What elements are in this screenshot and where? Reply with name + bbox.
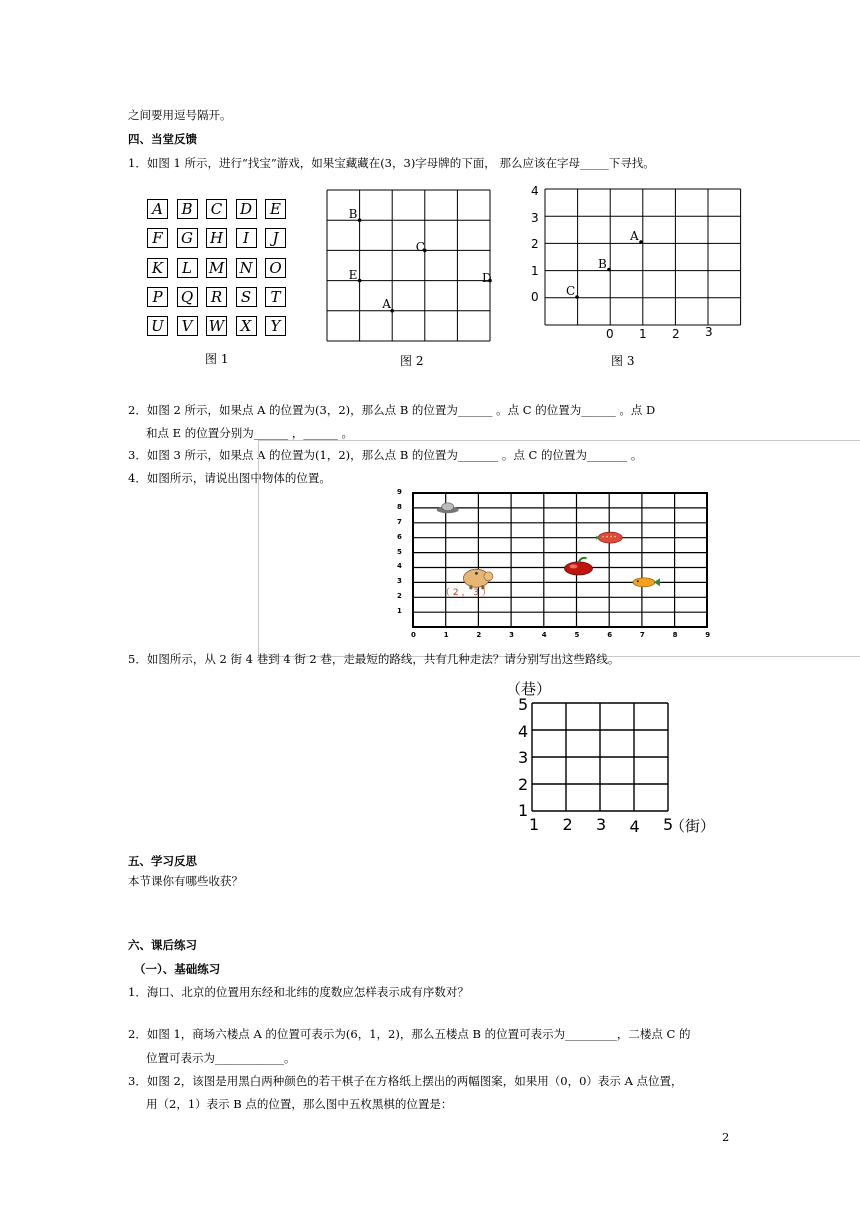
letter-card: D (236, 199, 257, 219)
fig4-y-tick: 4 (397, 562, 402, 571)
fig4-y-tick: 8 (397, 502, 402, 511)
intro-line: 之间要用逗号隔开。 (128, 108, 232, 122)
section-5-heading: 五、学习反思 (128, 854, 197, 868)
fig4-x-tick: 2 (476, 631, 482, 639)
fig3-x-label: 2 (672, 327, 680, 341)
letter-card: E (265, 199, 286, 219)
letter-card: S (236, 287, 257, 307)
fig4-y-tick: 5 (397, 547, 402, 556)
letter-card: W (206, 316, 227, 336)
fig5-y-label: 5 (518, 695, 529, 714)
practice-1: 1．海口、北京的位置用东经和北纬的度数应怎样表示成有序数对？ (128, 985, 469, 999)
fig4-x-tick: 4 (541, 631, 547, 639)
fig5-y-label: 1 (518, 801, 529, 820)
figure-3-caption: 图 3 (611, 354, 635, 368)
fig5-x-label: 2 (562, 815, 573, 834)
letter-card: V (177, 316, 198, 336)
fig2-point-label: D (482, 270, 492, 285)
strawberry-icon (596, 532, 622, 543)
fig4-x-tick: 0 (411, 631, 416, 639)
fig3-y-label: 4 (531, 184, 539, 198)
fig4-y-tick: 1 (397, 607, 402, 616)
page-number: 2 (722, 1130, 730, 1144)
section-6-heading: 六、课后练习 (128, 938, 197, 952)
fig2-point-label: E (348, 267, 358, 282)
faint-divider-left (258, 440, 259, 656)
section-6-subheading: （一）、基础练习 (134, 962, 221, 976)
letter-card: I (236, 228, 257, 248)
fig3-point-A (639, 240, 643, 244)
fig3-x-label: 1 (639, 327, 647, 341)
fig3-y-label: 0 (531, 290, 539, 305)
faint-divider-top (258, 440, 860, 441)
fig3-point-label: C (566, 284, 576, 298)
letter-card: B (177, 199, 198, 219)
practice-2-line-2: 位置可表示为____________。 (146, 1051, 296, 1065)
letter-card: R (206, 287, 227, 307)
letter-card: X (236, 316, 257, 336)
fig3-y-label: 1 (531, 263, 539, 278)
section-4-heading: 四、当堂反馈 (128, 132, 197, 146)
apple-icon (565, 558, 593, 575)
fig3-point-label: B (598, 256, 607, 271)
letter-card: A (147, 199, 168, 219)
fig4-frame (413, 493, 707, 627)
question-1: 1．如图 1 所示，进行“找宝”游戏，如果宝藏藏在(3，3)字母牌的下面， 那么应该在字母_____下寻找。 (128, 156, 655, 170)
question-2-line-2: 和点 E 的位置分别为______ ，______ 。 (146, 426, 354, 440)
fig5-y-label: 3 (518, 748, 529, 767)
fig4-y-tick: 9 (397, 487, 402, 496)
fig5-x-label: 1 (529, 815, 540, 834)
fig5-x-title: （街） (670, 817, 716, 835)
fig4-x-tick: 1 (443, 631, 449, 639)
question-2-line-1: 2．如图 2 所示，如果点 A 的位置为(3，2)，那么点 B 的位置为______ 。点 C 的位置为______ 。点 D (128, 403, 656, 417)
letter-card: N (236, 258, 257, 278)
fig5-y-label: 4 (518, 721, 529, 741)
practice-2-line-1: 2．如图 1，商场六楼点 A 的位置可表示为(6，1，2)，那么五楼点 B 的位置可表示为_________，二楼点 C 的 (128, 1027, 691, 1041)
question-4: 4．如图所示，请说出图中物体的位置。 (128, 471, 331, 485)
practice-3-line-1: 3．如图 2，该图是用黑白两种颜色的若干棋子在方格纸上摆出的两幅图案，如果用（0，0）表示 A 点位置， (128, 1074, 683, 1088)
fig4-point-label-2-3: （ 2 ， 3 ） (441, 588, 491, 599)
fig4-x-tick: 9 (705, 631, 711, 639)
fig2-point-E (358, 279, 362, 283)
letter-card: J (265, 228, 286, 248)
fig4-x-tick: 5 (574, 631, 580, 639)
fig4-x-tick: 7 (639, 631, 645, 639)
hat-icon (437, 503, 459, 514)
fig5-x-label: 5 (663, 815, 674, 834)
fig3-x-label: 0 (606, 327, 614, 341)
question-5: 5．如图所示，从 2 街 4 巷到 4 街 2 巷，走最短的路线，共有几种走法？请分别写出这些路线。 (128, 652, 620, 666)
question-3: 3．如图 3 所示，如果点 A 的位置为(1，2)，那么点 B 的位置为_______ 。点 C 的位置为_______ 。 (128, 448, 643, 462)
fig2-point-label: B (348, 207, 358, 222)
fig3-point-label: A (630, 229, 639, 243)
section-5-prompt: 本节课你有哪些收获？ (128, 874, 243, 888)
fig5-y-label: 2 (518, 774, 529, 794)
fig5-y-title: （巷） (506, 680, 552, 698)
fig3-point-B (607, 268, 611, 272)
letter-card: M (206, 258, 227, 278)
letter-card: P (147, 287, 168, 307)
letter-card: U (147, 316, 168, 336)
letter-card: L (177, 258, 198, 278)
fish-icon (633, 578, 660, 587)
practice-3-line-2: 用（2，1）表示 B 点的位置，那么图中五枚黑棋的位置是： (146, 1097, 453, 1111)
letter-card: O (265, 258, 286, 278)
fig4-x-tick: 8 (672, 631, 678, 639)
fig3-y-label: 2 (531, 237, 539, 252)
fig3-x-label: 3 (705, 325, 713, 339)
letter-card: K (147, 258, 168, 278)
fig4-y-tick: 3 (397, 577, 402, 586)
letter-card: T (265, 287, 286, 307)
fig4-x-tick: 6 (607, 631, 613, 639)
letter-card: C (206, 199, 227, 219)
letter-card: Q (177, 287, 198, 307)
fig4-x-tick: 3 (509, 631, 514, 639)
fig4-y-tick: 7 (397, 517, 402, 526)
fig2-point-label: A (382, 296, 391, 311)
letter-card: H (206, 228, 227, 248)
fig5-x-label: 4 (629, 817, 640, 836)
fig2-point-B (358, 218, 362, 222)
fig3-y-label: 3 (531, 210, 539, 225)
letter-card: Y (265, 316, 286, 336)
fig4-y-tick: 2 (397, 592, 402, 601)
letter-card: F (147, 228, 168, 248)
fig5-x-label: 3 (596, 815, 607, 834)
fig4-y-tick: 6 (397, 532, 402, 541)
figure-1-caption: 图 1 (205, 352, 229, 366)
figure-2-caption: 图 2 (400, 354, 424, 368)
letter-card: G (177, 228, 198, 248)
fig3-point-C (575, 295, 579, 299)
fig2-point-label: C (415, 240, 425, 255)
